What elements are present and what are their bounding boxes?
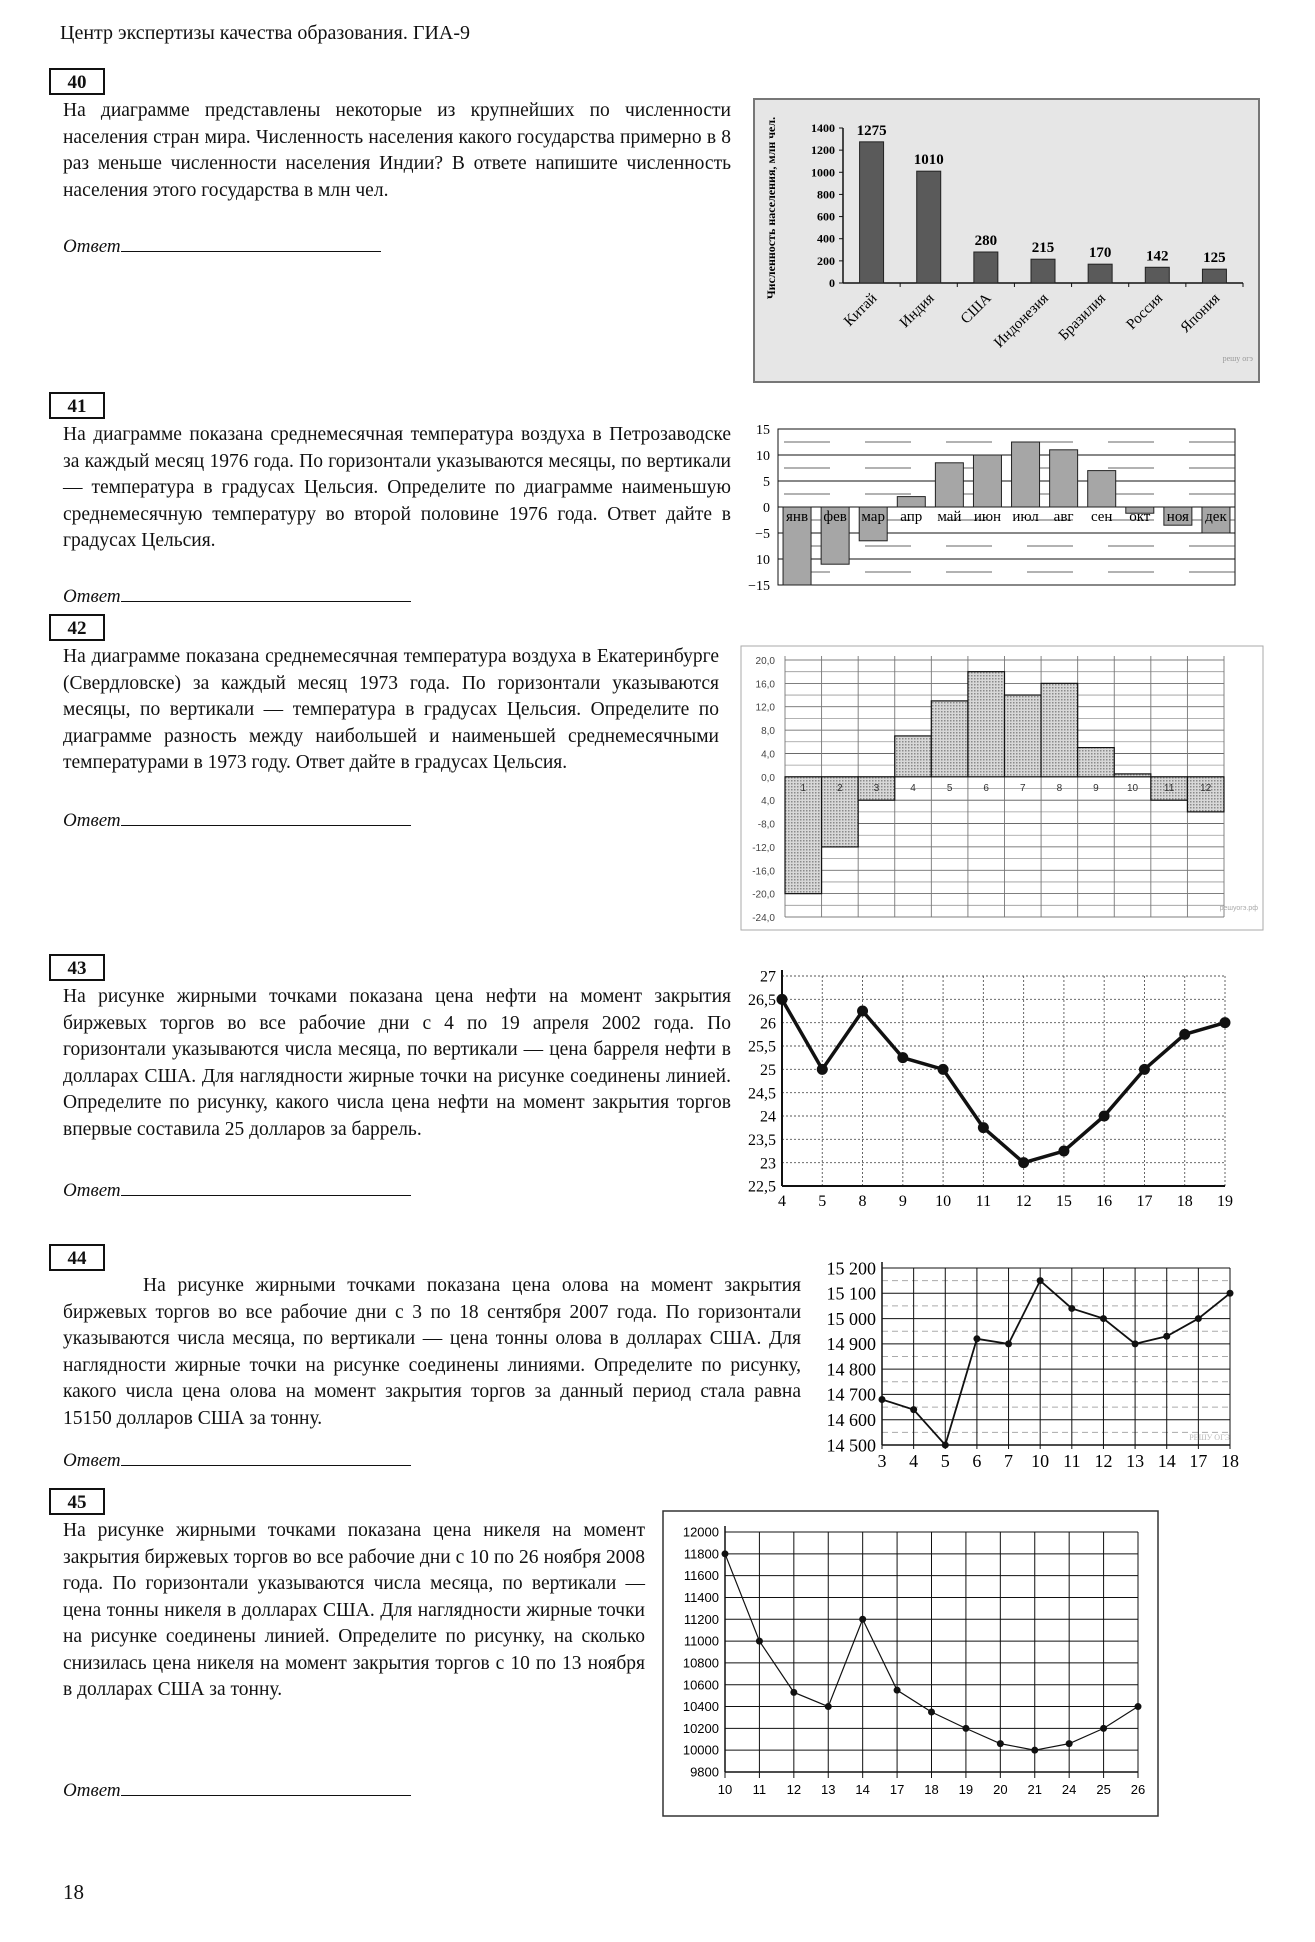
data-label: 170 — [1088, 245, 1112, 262]
question-number-41: 41 — [49, 392, 105, 419]
y-tick-label: 26,5 — [748, 991, 776, 1009]
y-tick-label: -20,0 — [752, 889, 775, 901]
y-tick-label: 1200 — [811, 143, 835, 158]
y-tick-label: 11800 — [683, 1546, 719, 1562]
y-tick-label: 27 — [760, 970, 776, 986]
y-tick-label: 800 — [817, 187, 835, 202]
data-point — [1058, 1146, 1069, 1157]
x-tick-label: апр — [900, 509, 923, 525]
x-tick-label: 19 — [1217, 1193, 1233, 1210]
page-number: 18 — [63, 1880, 84, 1904]
x-tick-label: 4 — [778, 1193, 786, 1210]
chart-q42 — [740, 645, 1270, 950]
x-tick-label: 5 — [946, 782, 953, 794]
x-tick-label: Бразилия — [1055, 290, 1109, 344]
data-point — [928, 1709, 935, 1716]
y-tick-label: 10800 — [682, 1655, 719, 1671]
data-point — [1220, 1017, 1231, 1028]
data-point — [910, 1406, 917, 1413]
answer-label: Ответ — [63, 236, 121, 257]
y-tick-label: 1000 — [811, 165, 835, 180]
y-tick-label: 0 — [829, 276, 835, 290]
data-point — [1031, 1747, 1038, 1754]
chart-q40 — [753, 98, 1263, 388]
answer-field-41[interactable] — [63, 586, 411, 608]
y-tick-label: 24 — [760, 1108, 776, 1126]
x-tick-label: 12 — [1200, 782, 1212, 794]
y-tick-label: 10200 — [682, 1720, 719, 1736]
data-point — [1135, 1703, 1142, 1710]
chart-q45 — [660, 1510, 1260, 1850]
watermark: решуогэ.рф — [1219, 905, 1258, 912]
answer-label: Ответ — [63, 586, 121, 607]
bar — [1088, 471, 1116, 507]
y-tick-label: 14 900 — [826, 1334, 876, 1355]
y-tick-label: 10000 — [682, 1742, 719, 1758]
x-tick-label: 10 — [1031, 1451, 1050, 1471]
x-tick-label: 12 — [1015, 1193, 1032, 1210]
data-point — [790, 1689, 797, 1696]
data-point — [1100, 1315, 1107, 1322]
answer-field-42[interactable] — [63, 810, 411, 832]
y-tick-label: 15 000 — [826, 1308, 876, 1329]
data-point — [1005, 1340, 1012, 1347]
x-tick-label: Китай — [841, 290, 881, 330]
data-point — [1227, 1290, 1234, 1297]
bar — [895, 736, 932, 777]
data-point — [1163, 1333, 1170, 1340]
data-point — [1195, 1315, 1202, 1322]
bar — [1078, 748, 1115, 777]
data-point — [857, 1006, 868, 1017]
bar — [1005, 695, 1042, 777]
question-text-45: На рисунке жирными точками показана цена никеля на момент закрытия биржевых торгов во все рабочие дни с 10 по 26 ноября 2008 года. По горизонтали указываются числа месяца, по вертикали — цена тонны никеля в долларах США. Для наглядности жирные точки на рисунке соединены линией. Определите по рисунку, на сколько снизилась цена никеля на момент закрытия торгов с 10 по 13 ноября в долларах США за тонну. — [63, 1520, 645, 1700]
x-tick-label: 26 — [1130, 1782, 1146, 1797]
x-tick-label: 14 — [1157, 1451, 1176, 1471]
bar — [1114, 774, 1151, 777]
y-tick-label: 14 500 — [826, 1435, 876, 1456]
y-tick-label: 25,5 — [748, 1038, 776, 1056]
x-tick-label: 17 — [1189, 1451, 1208, 1471]
x-tick-label: 14 — [855, 1782, 870, 1797]
data-point — [756, 1638, 763, 1645]
bar — [968, 672, 1005, 777]
answer-label: Ответ — [63, 810, 121, 831]
x-tick-label: авг — [1053, 509, 1074, 525]
x-tick-label: июл — [1012, 509, 1039, 525]
answer-field-44[interactable] — [63, 1450, 411, 1472]
x-tick-label: дек — [1205, 509, 1227, 525]
x-tick-label: 18 — [1221, 1451, 1239, 1471]
y-tick-label: 8,0 — [761, 726, 775, 738]
y-tick-label: 15 200 — [826, 1262, 876, 1279]
x-tick-label: 12 — [1094, 1451, 1113, 1471]
y-tick-label: 24,5 — [748, 1085, 776, 1103]
x-tick-label: 8 — [1056, 782, 1063, 794]
x-tick-label: 3 — [873, 782, 880, 794]
y-tick-label: −5 — [755, 527, 770, 542]
data-label: 215 — [1031, 240, 1055, 257]
y-tick-label: 10 — [756, 553, 770, 568]
x-tick-label: фев — [823, 509, 847, 525]
question-number-42: 42 — [49, 614, 105, 641]
y-tick-label: 11400 — [683, 1590, 719, 1606]
x-tick-label: 6 — [972, 1451, 982, 1471]
x-tick-label: 11 — [1163, 782, 1175, 794]
y-tick-label: 4,0 — [761, 796, 775, 808]
x-tick-label: 11 — [752, 1782, 767, 1797]
data-label: 1275 — [856, 122, 887, 139]
watermark: РЕШУ ОГЭ — [1189, 1433, 1230, 1442]
y-tick-label: 0 — [763, 501, 770, 516]
chart-frame — [663, 1511, 1158, 1816]
bar — [1202, 269, 1226, 283]
x-tick-label: Индия — [896, 290, 938, 332]
y-tick-label: 9800 — [690, 1764, 719, 1780]
x-tick-label: 7 — [1004, 1451, 1014, 1471]
y-tick-label: 10400 — [682, 1699, 719, 1715]
data-label: 280 — [974, 233, 998, 249]
answer-field-43[interactable] — [63, 1180, 411, 1202]
bar — [1012, 442, 1040, 507]
data-point — [879, 1396, 886, 1403]
question-text-42: На диаграмме показана среднемесячная температура воздуха в Екатеринбурге (Свердловске) за каждый месяц 1973 года. По горизонтали указываются месяцы, по вертикали — температура в градусах Цельсия. Определите по диаграмме разность между наибольшей и наименьшей среднемесячными температурами в 1973 году. Ответ дайте в градусах Цельсия. — [63, 646, 719, 773]
x-tick-label: янв — [786, 509, 809, 525]
x-tick-label: 11 — [975, 1193, 992, 1210]
x-tick-label: 10 — [935, 1193, 952, 1210]
x-tick-label: май — [937, 509, 962, 525]
data-point — [1132, 1340, 1139, 1347]
data-point — [777, 994, 788, 1005]
bar — [935, 463, 963, 507]
series-line — [782, 999, 1225, 1162]
y-tick-label: -16,0 — [752, 866, 775, 878]
y-tick-label: 5 — [763, 475, 770, 490]
answer-field-40[interactable] — [63, 236, 381, 258]
data-point — [1100, 1725, 1107, 1732]
bar — [917, 171, 941, 283]
x-tick-label: США — [957, 290, 995, 328]
x-tick-label: 9 — [898, 1193, 907, 1210]
x-tick-label: 13 — [821, 1782, 836, 1797]
y-tick-label: 25 — [760, 1061, 776, 1079]
y-tick-label: 12,0 — [755, 702, 775, 714]
data-point — [1139, 1064, 1150, 1075]
y-tick-label: 0,0 — [761, 772, 775, 784]
x-tick-label: окт — [1129, 509, 1151, 525]
question-number-45: 45 — [49, 1488, 105, 1515]
chart-q41 — [740, 415, 1270, 595]
series-line — [882, 1281, 1230, 1445]
y-tick-label: 14 600 — [826, 1410, 876, 1431]
x-tick-label: 20 — [993, 1782, 1008, 1797]
x-tick-label: Япония — [1177, 290, 1224, 337]
y-tick-label: 22,5 — [748, 1178, 776, 1196]
answer-label: Ответ — [63, 1450, 121, 1471]
x-tick-label: 10 — [1126, 782, 1139, 794]
y-tick-label: 15 100 — [826, 1283, 876, 1304]
x-tick-label: 10 — [717, 1782, 733, 1797]
x-tick-label: 6 — [983, 782, 989, 794]
y-axis-label: Численность населения, млн чел. — [764, 116, 778, 300]
y-tick-label: 16,0 — [755, 679, 775, 691]
bar — [1031, 259, 1055, 283]
y-tick-label: 10 — [756, 449, 770, 464]
data-point — [978, 1122, 989, 1133]
question-number-43: 43 — [49, 954, 105, 981]
data-point — [962, 1725, 969, 1732]
y-tick-label: 14 800 — [826, 1359, 876, 1380]
data-point — [817, 1064, 828, 1075]
data-point — [859, 1616, 866, 1623]
x-tick-label: 25 — [1096, 1782, 1111, 1797]
answer-label: Ответ — [63, 1780, 121, 1801]
x-tick-label: 3 — [877, 1451, 887, 1471]
page-header: Центр экспертизы качества образования. ГИА-9 — [60, 22, 470, 44]
data-point — [897, 1052, 908, 1063]
x-tick-label: 21 — [1027, 1782, 1042, 1797]
x-tick-label: 2 — [837, 782, 843, 794]
x-tick-label: 8 — [858, 1193, 867, 1210]
x-tick-label: 17 — [1136, 1193, 1153, 1210]
x-tick-label: Россия — [1123, 290, 1167, 334]
y-tick-label: 400 — [817, 231, 835, 246]
x-tick-label: июн — [973, 509, 1002, 525]
y-tick-label: 600 — [817, 209, 835, 224]
data-point — [894, 1687, 901, 1694]
x-tick-label: ноя — [1166, 509, 1189, 525]
x-tick-label: 18 — [924, 1782, 939, 1797]
bar — [785, 777, 822, 894]
data-point — [997, 1740, 1004, 1747]
data-point — [722, 1550, 729, 1557]
y-tick-label: 200 — [817, 253, 835, 268]
data-point — [1068, 1305, 1075, 1312]
question-text-41: На диаграмме показана среднемесячная температура воздуха в Петрозаводске за каждый месяц 1976 года. По горизонтали указываются месяцы, по вертикали — температура в градусах Цельсия. Определите по диаграмме наименьшую среднемесячную температуру во второй половине 1976 года. Ответ дайте в градусах Цельсия. — [63, 424, 731, 551]
x-tick-label: 4 — [910, 782, 916, 794]
x-tick-label: 17 — [889, 1782, 905, 1797]
x-tick-label: 24 — [1061, 1782, 1077, 1797]
x-tick-label: 12 — [786, 1782, 802, 1797]
data-point — [1099, 1111, 1110, 1122]
y-tick-label: 11000 — [683, 1633, 719, 1649]
data-point — [1179, 1029, 1190, 1040]
x-tick-label: 5 — [818, 1193, 827, 1210]
y-tick-label: 26 — [760, 1015, 776, 1033]
bar — [897, 497, 925, 507]
data-label: 125 — [1203, 250, 1226, 267]
y-tick-label: 20,0 — [755, 656, 775, 667]
answer-field-45[interactable] — [63, 1780, 411, 1802]
x-tick-label: сен — [1090, 509, 1113, 525]
data-point — [1066, 1740, 1073, 1747]
data-point — [938, 1064, 949, 1075]
question-number-44: 44 — [49, 1244, 105, 1271]
x-tick-label: 5 — [940, 1451, 950, 1471]
question-text-40: На диаграмме представлены некоторые из крупнейших по численности населения стран мира. Численность населения какого государства примерно в 8 раз меньше численности населения Индии? В ответе напишите численность населения этого государства в млн чел. — [63, 100, 731, 201]
bar — [1088, 264, 1112, 283]
data-label: 142 — [1146, 248, 1169, 265]
x-tick-label: Индонезия — [991, 290, 1052, 352]
question-text-44: На рисунке жирными точками показана цена олова на момент закрытия биржевых торгов во все рабочие дни с 3 по 18 сентября 2007 года. По горизонтали указываются числа месяца, по вертикали — цена тонны олова в долларах США. Для наглядности жирные точки на рисунке соединены линиями. Определите по рисунку, какого числа цена олова на момент закрытия торгов за данный период стала равна 15150 долларов США за тонну. — [63, 1275, 801, 1429]
bar — [1050, 450, 1078, 507]
y-tick-label: 23 — [760, 1155, 776, 1173]
y-tick-label: 14 700 — [826, 1384, 876, 1405]
bar — [1041, 683, 1078, 776]
data-point — [1037, 1277, 1044, 1284]
x-tick-label: 9 — [1093, 782, 1099, 794]
y-tick-label: 23,5 — [748, 1131, 776, 1149]
x-tick-label: 1 — [800, 782, 807, 794]
x-tick-label: 13 — [1126, 1451, 1145, 1471]
bar — [860, 142, 884, 283]
data-point — [973, 1335, 980, 1342]
bar — [974, 252, 998, 283]
x-tick-label: 11 — [1063, 1451, 1081, 1471]
x-tick-label: 7 — [1020, 782, 1026, 794]
y-tick-label: 12000 — [682, 1524, 719, 1540]
x-tick-label: 18 — [1176, 1193, 1193, 1210]
y-tick-label: -12,0 — [752, 842, 775, 854]
chart-q43 — [740, 970, 1270, 1230]
data-point — [942, 1442, 949, 1449]
x-tick-label: мар — [861, 509, 885, 525]
x-tick-label: 15 — [1055, 1193, 1072, 1210]
y-tick-label: 10600 — [682, 1677, 719, 1693]
x-tick-label: 19 — [958, 1782, 974, 1797]
watermark: решу огэ — [1222, 354, 1253, 363]
y-tick-label: 11600 — [683, 1568, 719, 1584]
y-tick-label: 1400 — [811, 121, 835, 135]
question-text-43: На рисунке жирными точками показана цена нефти на момент закрытия биржевых торгов во все рабочие дни с 4 по 19 апреля 2002 года. По горизонтали указываются числа месяца, по вертикали — цена барреля нефти в долларах США. Для наглядности жирные точки на рисунке соединены линией. Определите по рисунку, какого числа цена нефти на момент закрытия торгов впервые составила 25 долларов за баррель. — [63, 986, 731, 1140]
y-tick-label: 15 — [756, 423, 770, 438]
question-number-40: 40 — [49, 68, 105, 95]
y-tick-label: -8,0 — [757, 819, 775, 831]
answer-label: Ответ — [63, 1180, 121, 1201]
y-tick-label: −15 — [748, 579, 770, 594]
x-tick-label: 16 — [1096, 1193, 1113, 1210]
bar — [1145, 267, 1169, 283]
y-tick-label: 11200 — [683, 1611, 719, 1627]
bar — [931, 701, 968, 777]
y-tick-label: -24,0 — [752, 913, 775, 924]
bar — [973, 455, 1001, 507]
x-tick-label: 4 — [909, 1451, 919, 1471]
chart-q44 — [800, 1262, 1270, 1487]
data-label: 1010 — [913, 152, 944, 169]
y-tick-label: 4,0 — [761, 749, 775, 761]
data-point — [825, 1703, 832, 1710]
data-point — [1018, 1157, 1029, 1168]
